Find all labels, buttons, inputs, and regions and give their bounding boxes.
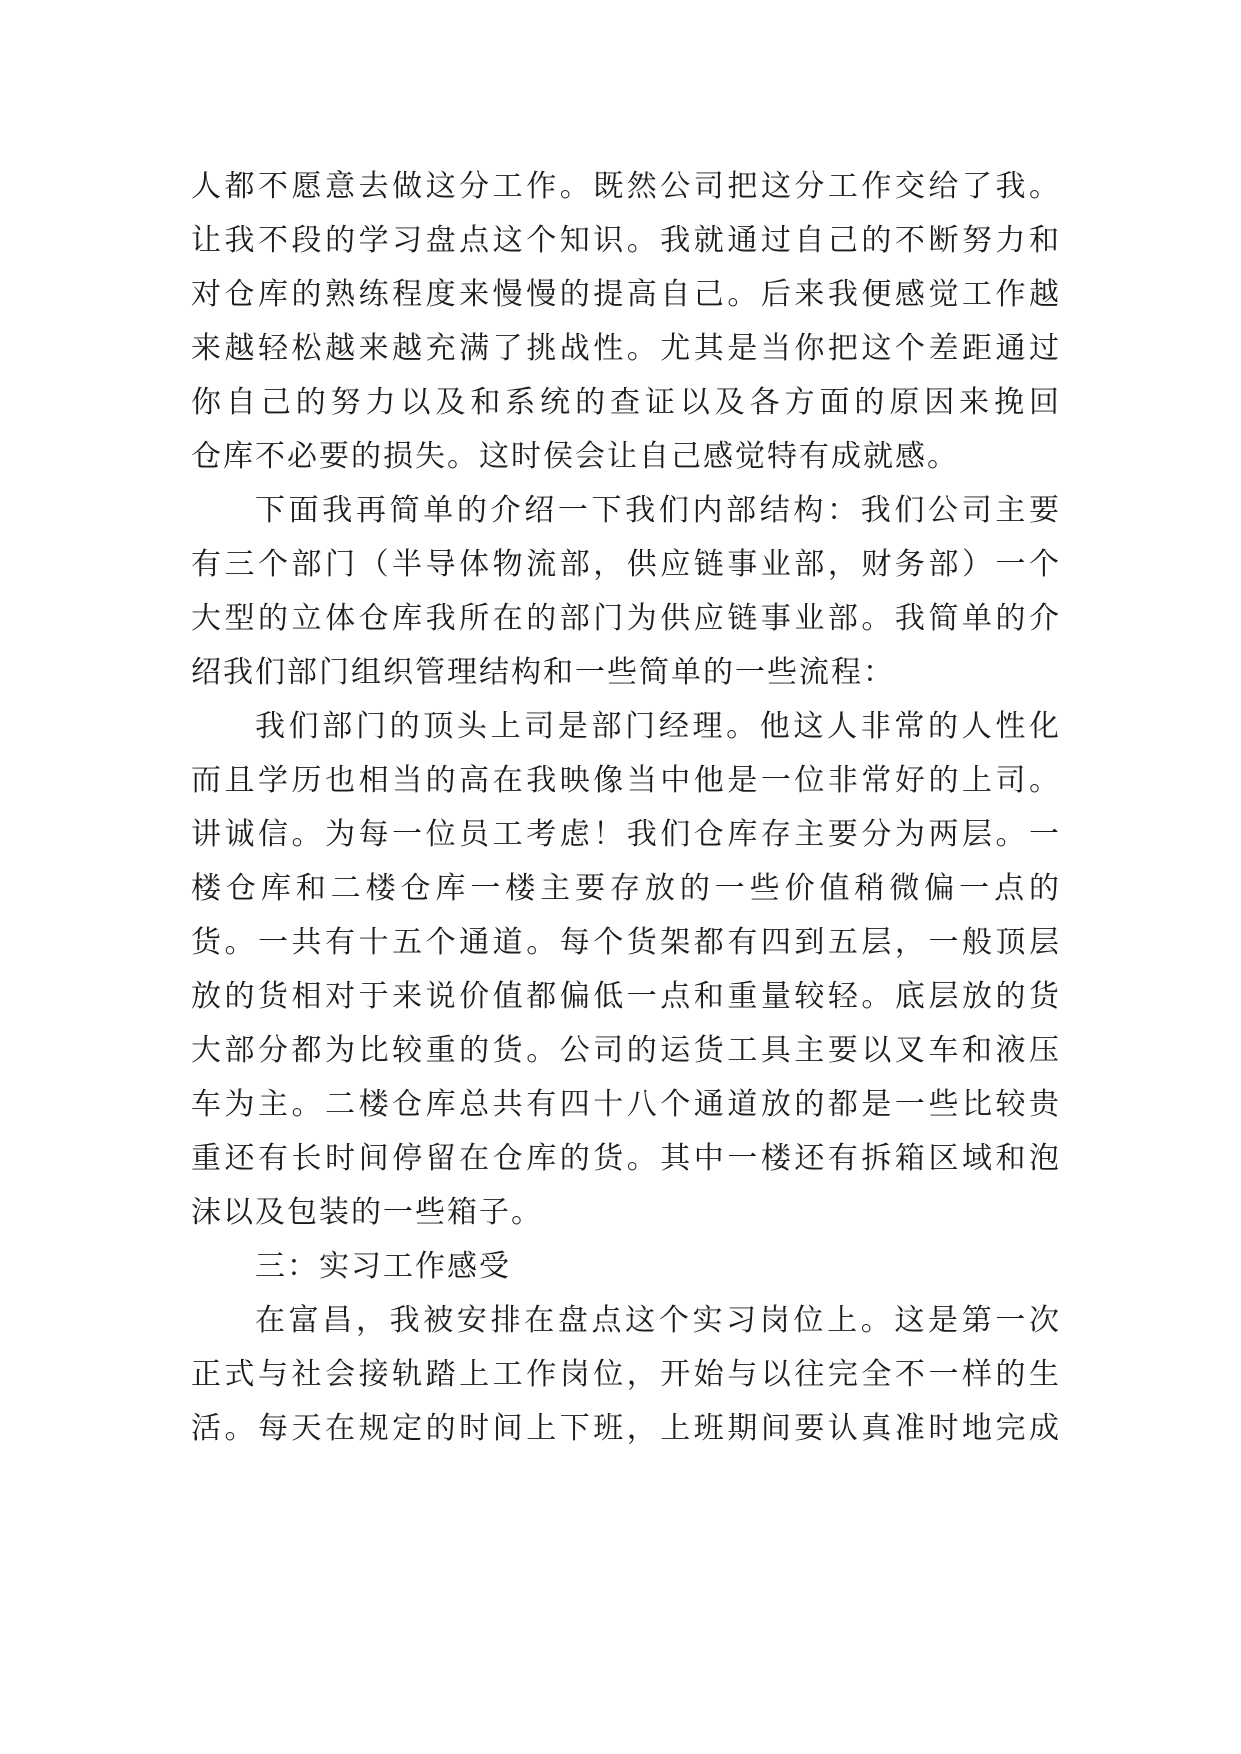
text-line: 来越轻松越来越充满了挑战性。尤其是当你把这个差距通过 [191,331,1061,366]
text-line: 车为主。二楼仓库总共有四十八个通道放的都是一些比较贵 [191,1087,1061,1122]
text-line: 在富昌，我被安排在盘点这个实习岗位上。这是第一次 [255,1303,1061,1338]
text-line: 对仓库的熟练程度来慢慢的提高自己。后来我便感觉工作越 [191,277,1061,312]
text-line: 绍我们部门组织管理结构和一些简单的一些流程： [191,655,895,690]
text-line: 楼仓库和二楼仓库一楼主要存放的一些价值稍微偏一点的 [191,871,1061,906]
text-line: 大型的立体仓库我所在的部门为供应链事业部。我简单的介 [191,601,1061,636]
text-line: 放的货相对于来说价值都偏低一点和重量较轻。底层放的货 [191,979,1061,1014]
text-line: 仓库不必要的损失。这时侯会让自己感觉特有成就感。 [191,439,959,474]
text-line: 讲诚信。为每一位员工考虑！我们仓库存主要分为两层。一 [191,817,1061,852]
section-heading: 三：实习工作感受 [255,1249,511,1284]
text-line: 正式与社会接轨踏上工作岗位，开始与以往完全不一样的生 [191,1357,1061,1392]
text-line: 人都不愿意去做这分工作。既然公司把这分工作交给了我。 [191,169,1061,204]
text-line: 让我不段的学习盘点这个知识。我就通过自己的不断努力和 [191,223,1061,258]
body-text [191,160,1061,1456]
text-line: 大部分都为比较重的货。公司的运货工具主要以叉车和液压 [191,1033,1061,1068]
text-line: 重还有长时间停留在仓库的货。其中一楼还有拆箱区域和泡 [191,1141,1061,1176]
text-line: 下面我再简单的介绍一下我们内部结构：我们公司主要 [255,493,1061,528]
text-line: 我们部门的顶头上司是部门经理。他这人非常的人性化 [255,709,1061,744]
text-line: 沫以及包装的一些箱子。 [191,1195,543,1230]
text-line: 你自己的努力以及和系统的查证以及各方面的原因来挽回 [191,385,1061,420]
text-line: 有三个部门（半导体物流部，供应链事业部，财务部）一个 [191,547,1061,582]
text-line: 而且学历也相当的高在我映像当中他是一位非常好的上司。 [191,763,1061,798]
text-line: 活。每天在规定的时间上下班，上班期间要认真准时地完成 [191,1411,1061,1446]
text-line: 货。一共有十五个通道。每个货架都有四到五层，一般顶层 [191,925,1061,960]
